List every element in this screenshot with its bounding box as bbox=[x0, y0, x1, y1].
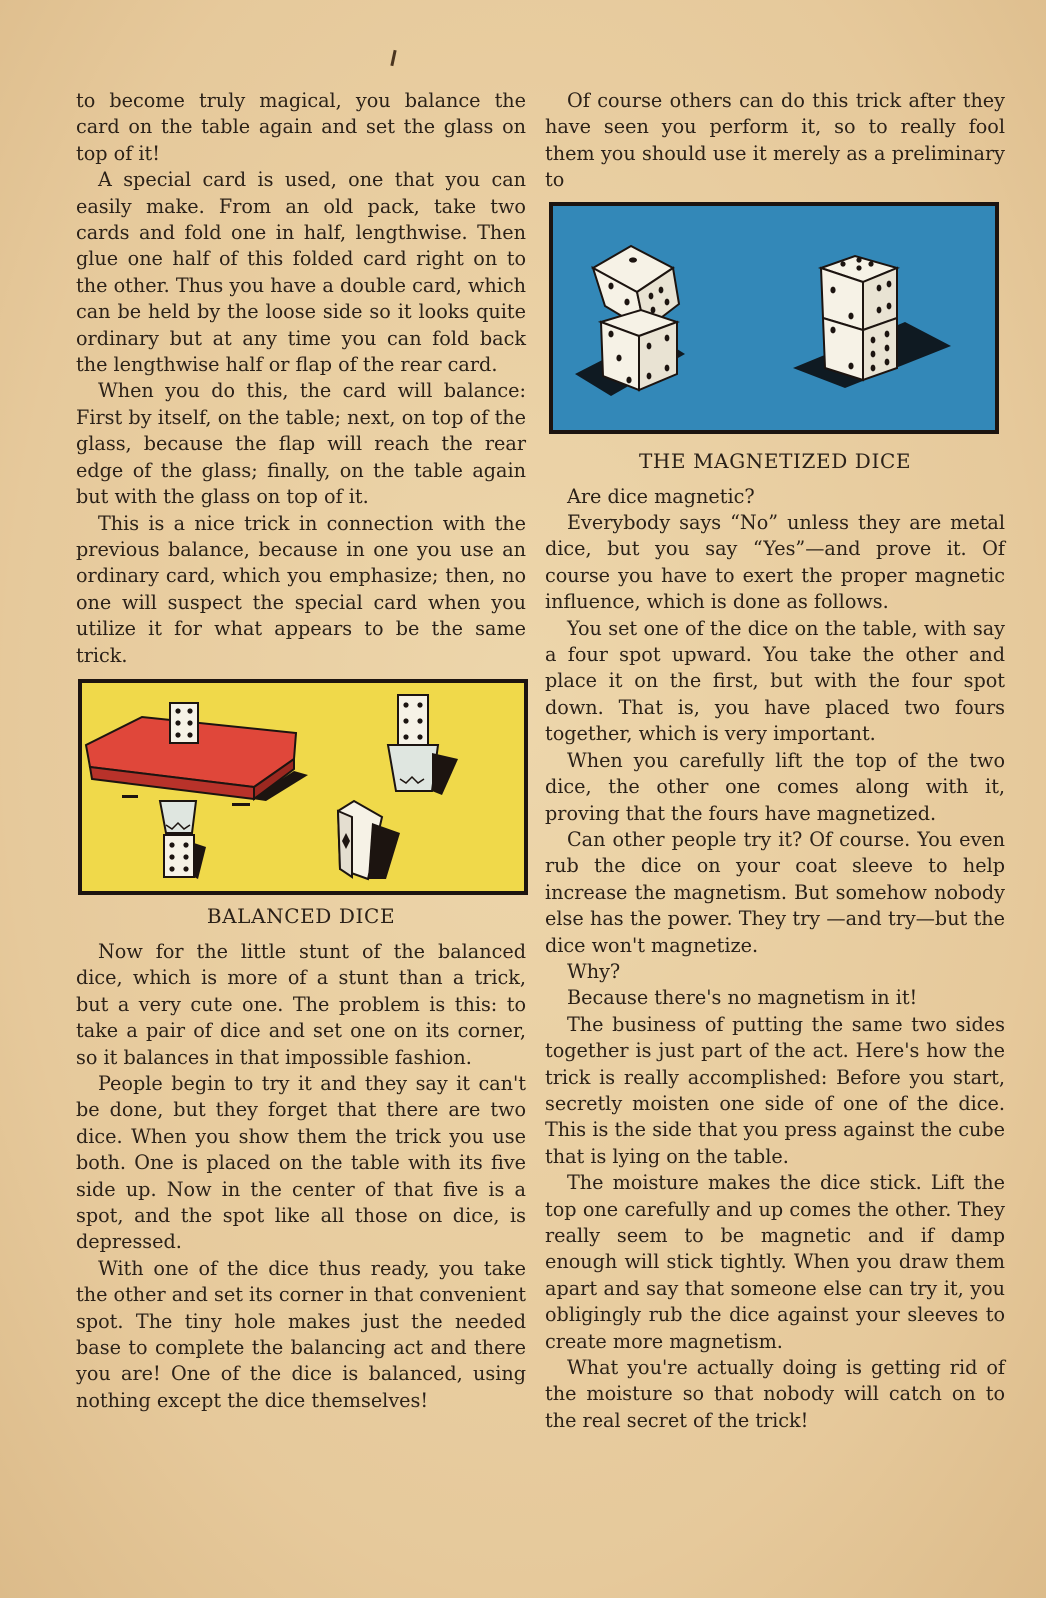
paragraph: Of course others can do this trick after they have seen you perform it, so to really fool them you should use it merely as a preliminary to bbox=[545, 89, 1005, 192]
paragraph: to become truly magical, you balance the card on the table again and set the glass on top of it! bbox=[76, 89, 526, 165]
paragraph: Because there's no magnetism in it! bbox=[567, 986, 918, 1010]
ink-mark bbox=[390, 50, 396, 66]
magnetized-dice-drawing bbox=[553, 206, 995, 430]
balanced-dice-illustration bbox=[78, 679, 528, 895]
paragraph: Now for the little stunt of the balanced dice, which is more of a stunt than a trick, but a very cute one. The problem is this: to take a pair of dice and set one on its corner, so it balances in that impossible fashion. bbox=[76, 939, 526, 1069]
paragraph: People begin to try it and they say it can't be done, but they forget that there are two dice. When you show them the trick you use both. One is placed on the table with its five side up. Now in the center of that five is a spot, and the spot like all those on dice, is depressed. bbox=[76, 1071, 526, 1254]
paragraph: Can other people try it? Of course. You even rub the dice on your coat sleeve to help increase the magnetism. But somehow nobody else has the power. They try —and try—but the dice won't magnetize. bbox=[545, 827, 1005, 957]
paragraph: When you carefully lift the top of the two dice, the other one comes along with it, proving that the fours have magnetized. bbox=[545, 748, 1005, 825]
paragraph: The business of putting the same two sides together is just part of the act. Here's how the trick is really accomplished: Before you start, secretly moisten one side of one of the dice. This is the side that you press against the cube that is lying on the table. bbox=[545, 1012, 1005, 1168]
paragraph: The moisture makes the dice stick. Lift the top one carefully and up comes the other. They really seem to be magnetic and if damp enough will stick tightly. When you draw them apart and say that someone else can try it, you obligingly rub the dice against your sleeves to create more magnetism. bbox=[545, 1171, 1005, 1353]
paragraph: Why? bbox=[567, 959, 621, 983]
paragraph: Everybody says “No” unless they are metal dice, but you say “Yes”—and prove it. Of course you have to exert the proper magnetic influence, which is done as follows. bbox=[545, 511, 1005, 614]
magnetized-dice-illustration bbox=[549, 202, 999, 434]
right-column bbox=[545, 88, 1005, 1434]
figure-caption: BALANCED DICE bbox=[206, 903, 396, 928]
paragraph: This is a nice trick in connection with the previous balance, because in one you use an ordinary card, which you emphasize; then, no one will suspect the special card when you utilize it for what appears to be the same trick. bbox=[76, 511, 526, 667]
paragraph: What you're actually doing is getting rid of the moisture so that nobody will catch on to the real secret of the trick! bbox=[545, 1356, 1005, 1432]
figure-caption: THE MAGNETIZED DICE bbox=[638, 448, 912, 473]
paragraph: When you do this, the card will balance: First by itself, on the table; next, on top of the glass, because the flap will reach the rear edge of the glass; finally, on the table again but with the glass on top of it. bbox=[76, 379, 526, 509]
paragraph: Are dice magnetic? bbox=[567, 484, 755, 508]
left-column bbox=[76, 88, 526, 1414]
paragraph: A special card is used, one that you can easily make. From an old pack, take two cards and fold one in half, lengthwise. Then glue one half of this folded card right on to the other. Thus you have a double card, which can be held by the loose side so it looks quite ordinary but at any time you can fold back the lengthwise half or flap of the rear card. bbox=[76, 168, 526, 377]
paragraph: With one of the dice thus ready, you take the other and set its corner in that convenient spot. The tiny hole makes just the needed base to complete the balancing act and there you are! One of the dice is balanced, using nothing except the dice themselves! bbox=[76, 1256, 526, 1412]
balanced-dice-drawing bbox=[82, 683, 524, 891]
paragraph: You set one of the dice on the table, with say a four spot upward. You take the other and place it on the first, but with the four spot down. That is, you have placed two fours together, which is very important. bbox=[545, 616, 1005, 746]
